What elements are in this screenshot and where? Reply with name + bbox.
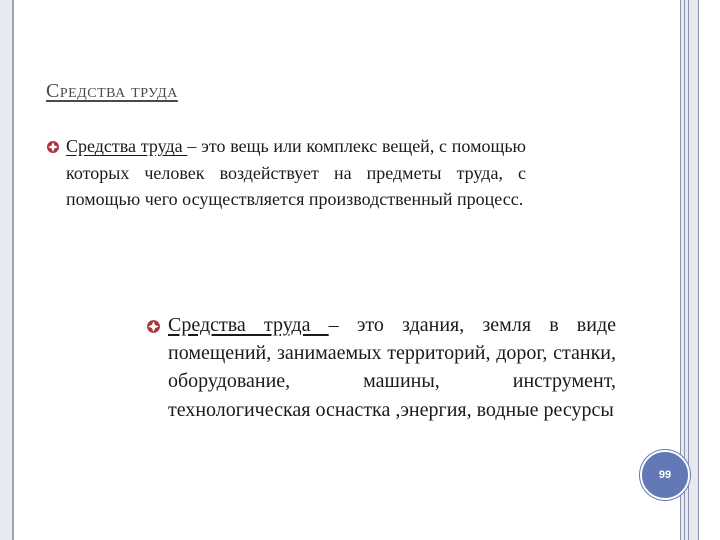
right-frame-line [688,0,689,540]
ornament-bullet-icon [46,140,60,159]
term-label: Средства труда [66,136,188,156]
slide-title: Средства труда [46,80,178,102]
bullet-paragraph-2 [168,311,616,424]
definition-text: – это вещь или комплекс вещей, с помощью которых человек воздействует на предметы труда, с помощью чего осуществляется производственный процесс. [66,136,526,209]
right-frame-line [698,0,699,540]
definition-text: – это здания, земля в виде помещений, занимаемых территорий, дорог, станки, оборудование, машины, инструмент, технологическая оснастка ,энергия, водные ресурсы [168,314,616,421]
left-frame-line [12,0,14,540]
left-frame-band [0,0,12,540]
term-label: Средства труда [168,314,329,336]
bullet-paragraph-1 [66,133,526,213]
ornament-bullet-icon [146,319,161,339]
page-number-badge: 99 [640,450,690,500]
